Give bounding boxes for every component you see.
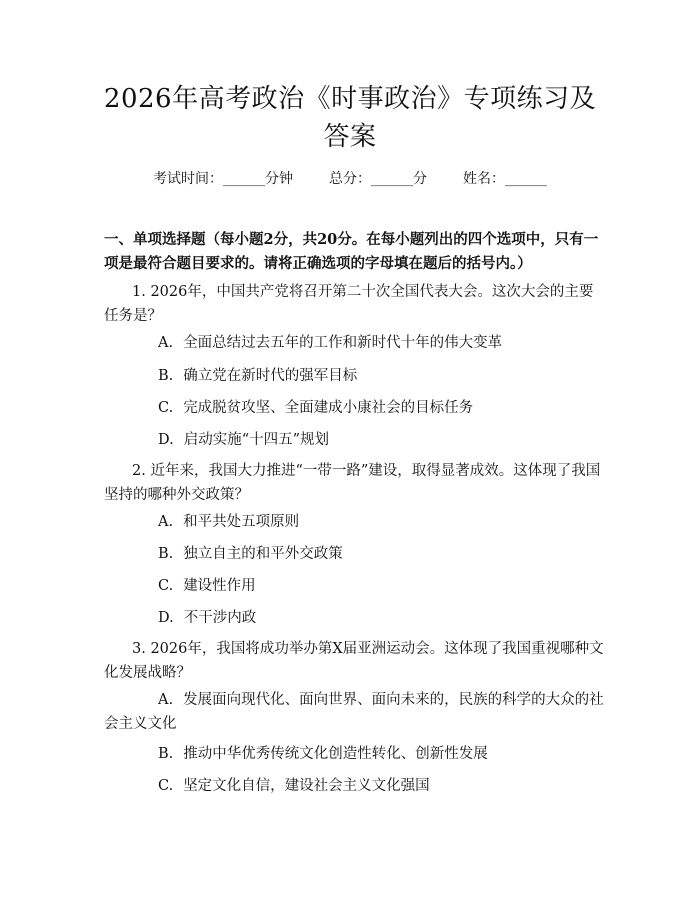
question-2-option-d <box>158 606 256 630</box>
option-text: 建设性作用 <box>183 578 256 594</box>
option-text: 全面总结过去五年的工作和新时代十年的伟大变革 <box>183 335 503 351</box>
option-text: 不干涉内政 <box>183 610 257 626</box>
section-heading: 一、单项选择题（每小题2分，共20分。在每小题列出的四个选项中，只有一项是最符合题目要求的。请将正确选项的字母填在题后的括号内。） <box>104 231 599 272</box>
option-text: 坚定文化自信，建设社会主义文化强国 <box>183 778 430 794</box>
option-text: 确立党在新时代的强军目标 <box>183 368 358 384</box>
option-letter: B. <box>158 746 174 762</box>
question-3-option-a <box>104 688 604 736</box>
option-letter: A. <box>158 514 174 530</box>
question-1-option-c <box>158 396 473 420</box>
question-1-text: 1. 2026年，中国共产党将召开第二十次全国代表大会。这次大会的主要任务是？ <box>104 284 594 324</box>
exam-info <box>0 168 700 188</box>
question-2-option-b <box>158 542 343 566</box>
question-2-option-a <box>158 510 299 534</box>
option-letter: B. <box>158 368 174 384</box>
option-letter: D. <box>158 610 174 626</box>
question-3-text: 3. 2026年，我国将成功举办第X届亚洲运动会。这体现了我国重视哪种文化发展战略？ <box>104 641 604 681</box>
option-letter: A. <box>158 335 174 351</box>
question-1-option-d <box>158 428 329 452</box>
option-letter: C. <box>158 578 174 594</box>
option-text: 启动实施“十四五”规划 <box>183 432 330 448</box>
option-text: 发展面向现代化、面向世界、面向未来的，民族的科学的大众的社会主义文化 <box>104 692 604 732</box>
question-2-text: 2. 近年来，我国大力推进“一带一路”建设，取得显著成效。这体现了我国坚持的哪种外交政策？ <box>104 463 601 503</box>
page-title: 2026年高考政治《时事政治》专项练习及答案 <box>103 84 597 152</box>
option-text: 独立自主的和平外交政策 <box>183 546 343 562</box>
question-1-option-a <box>158 331 502 355</box>
name-field: 姓名：______ <box>463 171 547 187</box>
question-1-option-b <box>158 364 357 388</box>
exam-time-field: 考试时间：______分钟 <box>153 171 293 187</box>
option-letter: C. <box>158 400 174 416</box>
option-text: 和平共处五项原则 <box>183 514 300 530</box>
question-3-option-b <box>158 742 488 766</box>
question-3-option-c <box>158 774 430 798</box>
option-text: 完成脱贫攻坚、全面建成小康社会的目标任务 <box>183 400 474 416</box>
option-letter: D. <box>158 432 174 448</box>
option-letter: A. <box>158 692 174 708</box>
total-score-field: 总分：______分 <box>329 171 427 187</box>
option-letter: C. <box>158 778 174 794</box>
option-text: 推动中华优秀传统文化创造性转化、创新性发展 <box>183 746 488 762</box>
question-2-option-c <box>158 574 256 598</box>
option-letter: B. <box>158 546 174 562</box>
